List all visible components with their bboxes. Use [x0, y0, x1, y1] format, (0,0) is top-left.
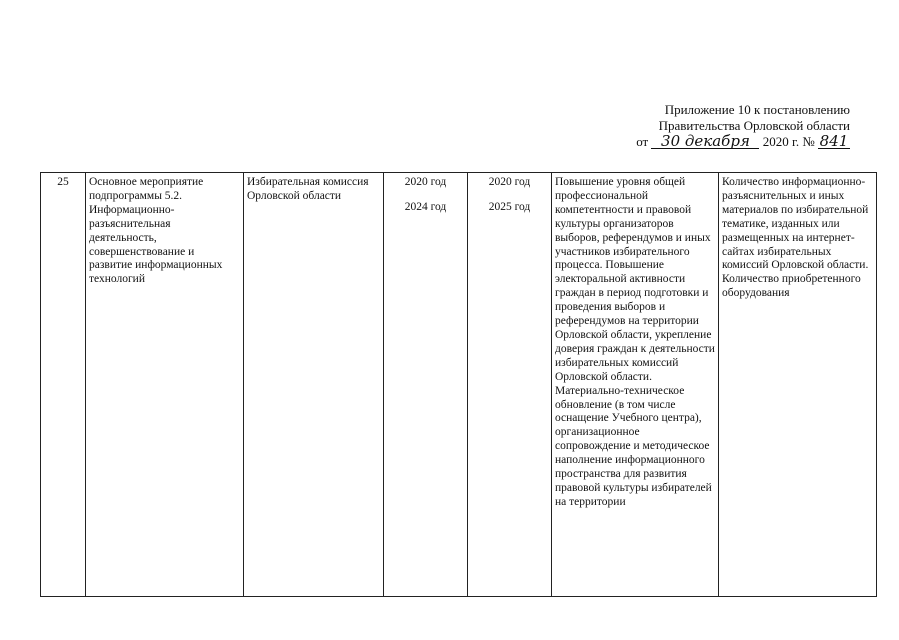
table-row — [41, 173, 877, 597]
start-year: 2020 год — [404, 176, 447, 188]
end-year: 2025 год — [488, 200, 531, 213]
date-prefix: от — [636, 134, 649, 149]
handwritten-date: 30 декабря — [651, 134, 759, 149]
indicators: Количество информационно-разъяснительных и иных материалов по избирательной тематике, изданных или размещенных на интернет-сайтах избирательных комиссий Орловской области. Количество приобретенного оборудования — [719, 173, 877, 597]
row-number: 25 — [41, 173, 86, 597]
appendix-title: Приложение 10 к постановлению — [664, 102, 850, 117]
handwritten-number: 841 — [819, 132, 849, 150]
start-years-cell — [384, 173, 468, 597]
measures-table — [40, 172, 877, 597]
appendix-date-line — [560, 134, 850, 150]
end-years-cell — [468, 173, 552, 597]
start-year: 2024 год — [404, 200, 447, 213]
appendix-government: Правительства Орловской области — [658, 118, 850, 133]
appendix-header — [560, 102, 850, 150]
end-year: 2020 год — [488, 176, 531, 188]
year-label: 2020 г. № — [762, 134, 815, 149]
expected-results: Повышение уровня общей профессиональной компетентности и правовой культуры организаторов выборов, референдумов и иных участников избирательного процесса. Повышение электоральной активности граждан в период подготовки и проведения выборов и референдумов на территории Орловской области, укрепление доверия граждан к деятельности избирательных комиссий Орловской области. Материально-техническое обновление (в том числе оснащение Учебного центра), организационное сопровождение и методическое наполнение информационного пространства для развития правовой культуры избирателей на территории — [552, 173, 719, 597]
measure-name: Основное мероприятие подпрограммы 5.2. Информационно-разъяснительная деятельность, совершенствование и развитие информационных технологий — [86, 173, 244, 597]
executor-name: Избирательная комиссия Орловской области — [244, 173, 384, 597]
